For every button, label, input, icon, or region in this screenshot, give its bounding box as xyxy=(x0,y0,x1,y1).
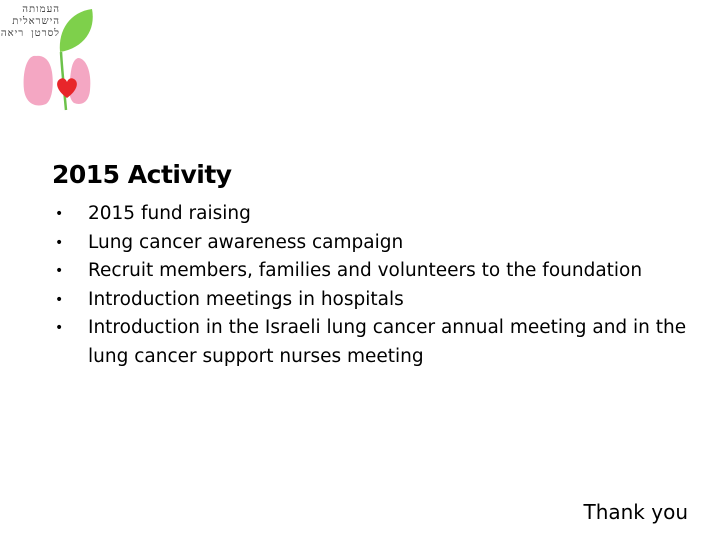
leaf-shape xyxy=(60,9,93,52)
list-item-text: 2015 fund raising xyxy=(88,203,251,224)
list-item xyxy=(52,229,702,258)
list-item-text: Lung cancer awareness campaign xyxy=(88,231,404,253)
logo-text xyxy=(0,4,60,40)
list-item-text: Recruit members, families and volunteers to the foundation xyxy=(88,260,643,281)
list-item xyxy=(52,200,702,229)
list-item-text: Introduction in the Israeli lung cancer annual meeting and in the lung cancer support nurses meeting xyxy=(88,317,687,367)
list-item xyxy=(52,257,702,286)
slide-title: 2015 Activity xyxy=(52,160,232,189)
left-lung-shape xyxy=(24,56,53,106)
bullet-icon: • xyxy=(55,234,64,251)
list-item-text: Introduction meetings in hospitals xyxy=(88,288,404,310)
thank-you-text: Thank you xyxy=(583,500,688,524)
activity-list xyxy=(52,200,702,371)
foundation-logo xyxy=(0,0,100,112)
logo-text-line: העמותה xyxy=(22,4,60,15)
logo-text-line: לסרטן ריאה xyxy=(0,28,60,39)
logo-text-line: הישראלית xyxy=(12,16,60,27)
list-item xyxy=(52,314,702,371)
bullet-icon: • xyxy=(55,206,64,222)
bullet-icon: • xyxy=(55,320,64,336)
list-item xyxy=(52,286,702,315)
bullet-icon: • xyxy=(55,291,64,308)
bullet-icon: • xyxy=(55,263,64,279)
